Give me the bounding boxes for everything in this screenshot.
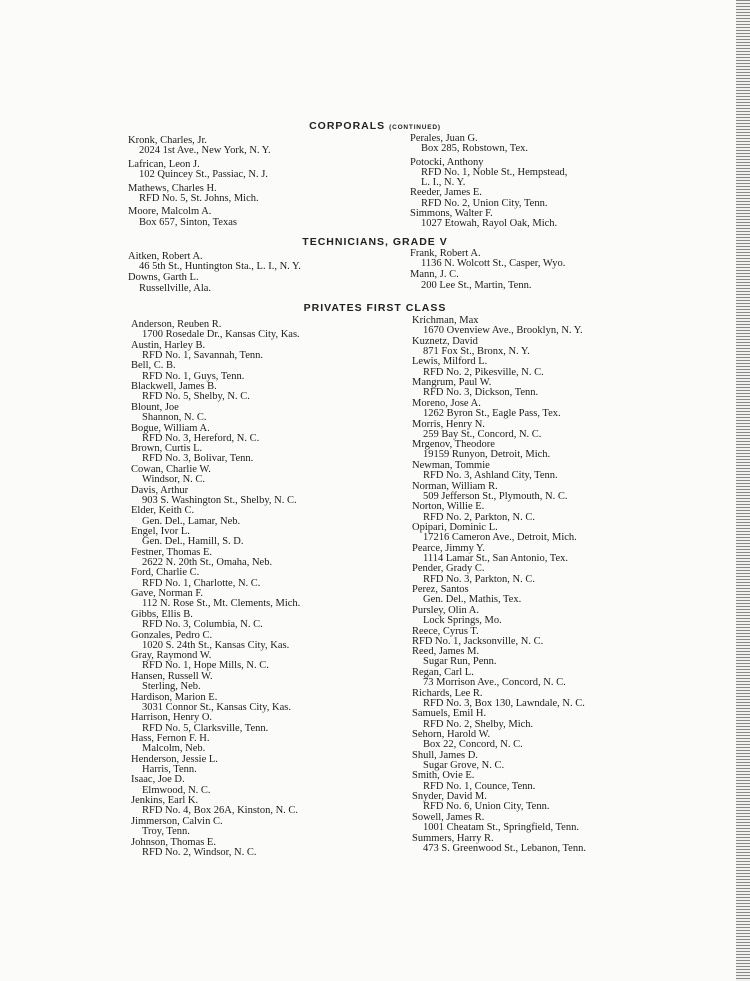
list-entry	[412, 461, 586, 481]
entry-name: Bell, C. B.	[131, 360, 176, 372]
entry-address: RFD No. 3, Parkton, N. C.	[423, 573, 536, 585]
entry-address: Box 285, Robstown, Tex.	[421, 143, 528, 155]
entry-name: Moreno, Jose A.	[412, 397, 481, 409]
section-heading-privates-first-class	[0, 302, 750, 314]
entry-name: Ford, Charlie C.	[131, 567, 200, 579]
entry-name: Sehorn, Harold W.	[412, 729, 491, 741]
technicians-left-column	[128, 252, 301, 295]
list-entry	[131, 631, 300, 651]
list-entry	[412, 502, 586, 522]
entry-address: 903 S. Washington St., Shelby, N. C.	[142, 494, 297, 506]
entry-address: Sugar Grove, N. C.	[423, 759, 505, 771]
list-entry	[410, 209, 567, 229]
entry-name: Sowell, James R.	[412, 811, 485, 823]
entry-name: Gave, Norman F.	[131, 588, 204, 600]
entry-name: Cowan, Charlie W.	[131, 463, 211, 475]
list-entry	[412, 792, 586, 812]
section-title: PRIVATES FIRST CLASS	[303, 302, 447, 314]
list-entry	[131, 651, 300, 671]
entry-name: Davis, Arthur	[131, 484, 189, 496]
entry-address: RFD No. 2, Shelby, Mich.	[423, 718, 534, 730]
entry-address: 3031 Connor St., Kansas City, Kas.	[142, 701, 291, 713]
entry-address: Russellville, Ala.	[139, 282, 212, 294]
entry-address: Box 657, Sinton, Texas	[139, 216, 237, 228]
list-entry	[131, 465, 300, 485]
list-entry	[128, 252, 301, 272]
list-entry	[131, 424, 300, 444]
entry-address: 473 S. Greenwood St., Lebanon, Tenn.	[423, 842, 586, 854]
entry-name: Reed, James M.	[412, 646, 480, 658]
entry-address: 1262 Byron St., Eagle Pass, Tex.	[423, 408, 561, 420]
entry-name: Henderson, Jessie L.	[131, 753, 218, 765]
privates-right-column	[412, 316, 586, 854]
entry-name: Mathews, Charles H.	[128, 182, 217, 194]
entry-address: Shannon, N. C.	[142, 412, 207, 424]
list-entry	[412, 647, 586, 667]
entry-address: RFD No. 2, Pikesville, N. C.	[423, 366, 544, 378]
list-entry	[131, 486, 300, 506]
list-entry	[131, 382, 300, 402]
entry-name: Lewis, Milford L.	[412, 356, 488, 368]
list-entry	[128, 184, 271, 204]
list-entry	[131, 548, 300, 568]
list-entry	[412, 813, 586, 833]
entry-address: RFD No. 5, St. Johns, Mich.	[139, 192, 259, 204]
entry-name: Blount, Joe	[131, 401, 179, 413]
entry-name: Reeder, James E.	[410, 187, 482, 199]
entry-name: Mann, J. C.	[410, 269, 459, 281]
entry-address: Troy, Tenn.	[142, 826, 190, 838]
list-entry	[410, 134, 567, 154]
entry-name: Kuznetz, David	[412, 335, 478, 347]
list-entry	[412, 399, 586, 419]
section-title: TECHNICIANS, GRADE V	[302, 236, 448, 248]
entry-address: 509 Jefferson St., Plymouth, N. C.	[423, 490, 568, 502]
list-entry	[412, 357, 586, 377]
entry-name: Gibbs, Ellis B.	[131, 608, 193, 620]
entry-address: RFD No. 1, Counce, Tenn.	[423, 780, 536, 792]
list-entry	[410, 270, 565, 290]
entry-address: Malcolm, Neb.	[142, 743, 206, 755]
entry-address: 46 5th St., Huntington Sta., L. I., N. Y.	[139, 261, 301, 273]
entry-name: Harrison, Henry O.	[131, 712, 213, 724]
list-entry	[128, 207, 271, 227]
entry-address: Gen. Del., Lamar, Neb.	[142, 515, 241, 527]
list-entry	[131, 713, 300, 733]
entry-address: 102 Quincey St., Passiac, N. J.	[139, 169, 268, 180]
entry-name: Mangrum, Paul W.	[412, 377, 492, 389]
entry-name: Gonzales, Pedro C.	[131, 629, 213, 641]
scan-edge-artifact	[736, 0, 750, 981]
list-entry	[412, 627, 586, 647]
entry-address-line2: L. I., N. Y.	[421, 177, 466, 189]
entry-address: 2622 N. 20th St., Omaha, Neb.	[142, 556, 273, 568]
list-entry	[410, 158, 567, 189]
list-entry	[131, 734, 300, 754]
list-entry	[412, 378, 586, 398]
entry-address: RFD No. 6, Union City, Tenn.	[423, 801, 550, 813]
list-entry	[412, 689, 586, 709]
list-entry	[412, 834, 586, 854]
entry-name: Samuels, Emil H.	[412, 708, 487, 720]
technicians-right-column	[410, 249, 565, 292]
entry-name: Anderson, Reuben R.	[131, 319, 222, 330]
list-entry	[131, 817, 300, 837]
entry-name: Blackwell, James B.	[131, 381, 217, 393]
list-entry	[412, 606, 586, 626]
section-title: CORPORALS	[309, 120, 386, 132]
section-subtitle: (CONTINUED)	[389, 124, 441, 131]
entry-address: Harris, Tenn.	[142, 763, 197, 775]
entry-address: 73 Morrison Ave., Concord, N. C.	[423, 677, 566, 689]
entry-name: Moore, Malcolm A.	[128, 206, 212, 218]
entry-name: Mrgenov, Theodore	[412, 439, 495, 451]
list-entry	[131, 403, 300, 423]
entry-name: Jenkins, Earl K.	[131, 795, 199, 807]
list-entry	[412, 730, 586, 750]
entry-address: RFD No. 2, Windsor, N. C.	[142, 846, 257, 858]
list-entry	[128, 273, 301, 293]
list-entry	[131, 506, 300, 526]
entry-address: Box 22, Concord, N. C.	[423, 739, 523, 751]
entry-address: RFD No. 2, Parkton, N. C.	[423, 511, 536, 523]
entry-address: 871 Fox St., Bronx, N. Y.	[423, 345, 530, 357]
entry-name: Aitken, Robert A.	[128, 251, 203, 262]
entry-name: Regan, Carl L.	[412, 666, 474, 678]
entry-name: Shull, James D.	[412, 749, 478, 761]
list-entry	[410, 188, 567, 208]
entry-address: RFD No. 1, Guys, Tenn.	[142, 370, 245, 382]
entry-name: Norman, William R.	[412, 480, 498, 492]
entry-name: Lafrican, Leon J.	[128, 158, 200, 170]
entry-address: Gen. Del., Mathis, Tex.	[423, 594, 522, 606]
entry-name: Pursley, Olin A.	[412, 604, 479, 616]
entry-address: 259 Bay St., Concord, N. C.	[423, 428, 542, 440]
list-entry	[412, 564, 586, 584]
list-entry	[131, 610, 300, 630]
list-entry	[412, 544, 586, 564]
entry-address: RFD No. 2, Union City, Tenn.	[421, 197, 548, 209]
entry-address: RFD No. 3, Box 130, Lawndale, N. C.	[423, 697, 585, 709]
entry-address: 200 Lee St., Martin, Tenn.	[421, 279, 532, 291]
entry-address: 1027 Etowah, Rayol Oak, Mich.	[421, 218, 558, 230]
list-entry	[412, 420, 586, 440]
entry-name: Elder, Keith C.	[131, 505, 195, 517]
entry-name: Simmons, Walter F.	[410, 207, 493, 219]
section-heading-corporals	[0, 120, 750, 132]
entry-address: RFD No. 3, Ashland City, Tenn.	[423, 470, 558, 482]
entry-name: Opipari, Dominic L.	[412, 522, 498, 534]
entry-address: Lock Springs, Mo.	[423, 615, 502, 627]
list-entry	[131, 796, 300, 816]
list-entry	[412, 440, 586, 460]
list-entry	[412, 482, 586, 502]
entry-name: Snyder, David M.	[412, 791, 487, 803]
privates-left-column	[131, 320, 300, 858]
entry-address: 1114 Lamar St., San Antonio, Tex.	[423, 552, 568, 564]
entry-name: Festner, Thomas E.	[131, 546, 213, 558]
entry-name: Pearce, Jimmy Y.	[412, 542, 485, 554]
entry-address: RFD No. 1, Savannah, Tenn.	[142, 349, 263, 361]
list-entry	[131, 693, 300, 713]
entry-address: RFD No. 4, Box 26A, Kinston, N. C.	[142, 805, 299, 817]
entry-name: Johnson, Thomas E.	[131, 836, 216, 848]
list-entry	[131, 527, 300, 547]
entry-address: RFD No. 1, Jacksonville, N. C.	[412, 635, 544, 647]
list-entry	[412, 709, 586, 729]
entry-name: Pender, Grady C.	[412, 563, 485, 575]
list-entry	[412, 337, 586, 357]
entry-name: Downs, Garth L.	[128, 272, 199, 284]
list-entry	[131, 672, 300, 692]
list-entry	[412, 523, 586, 543]
list-entry	[412, 668, 586, 688]
entry-name: Brown, Curtis L.	[131, 443, 203, 455]
list-entry	[131, 361, 300, 381]
entry-address: Elmwood, N. C.	[142, 784, 211, 796]
corporals-left-column	[128, 136, 271, 231]
entry-address: 1001 Cheatam St., Springfield, Tenn.	[423, 822, 579, 834]
entry-address: RFD No. 1, Hope Mills, N. C.	[142, 660, 269, 672]
list-entry	[412, 585, 586, 605]
list-entry	[131, 838, 300, 858]
entry-name: Norton, Willie E.	[412, 501, 485, 513]
list-entry	[131, 320, 300, 340]
entry-address: RFD No. 1, Noble St., Hempstead,	[421, 167, 568, 178]
entry-name: Engel, Ivor L.	[131, 526, 190, 538]
corporals-right-column	[410, 134, 567, 233]
entry-name: Hardison, Marion E.	[131, 691, 218, 703]
entry-address: Gen. Del., Hamill, S. D.	[142, 536, 244, 548]
entry-address: RFD No. 5, Clarksville, Tenn.	[142, 722, 269, 734]
list-entry	[131, 775, 300, 795]
entry-name: Austin, Harley B.	[131, 339, 206, 351]
entry-name: Isaac, Joe D.	[131, 774, 185, 786]
entry-address: RFD No. 5, Shelby, N. C.	[142, 391, 250, 403]
entry-address: Sugar Run, Penn.	[423, 656, 497, 668]
entry-name: Frank, Robert A.	[410, 248, 481, 259]
list-entry	[131, 589, 300, 609]
entry-name: Richards, Lee R.	[412, 687, 483, 699]
entry-address: 112 N. Rose St., Mt. Clements, Mich.	[142, 598, 301, 610]
entry-address: 1670 Ovenview Ave., Brooklyn, N. Y.	[423, 325, 583, 337]
list-entry	[412, 316, 586, 336]
list-entry	[412, 751, 586, 771]
entry-name: Perez, Santos	[412, 584, 469, 596]
list-entry	[131, 568, 300, 588]
list-entry	[131, 755, 300, 775]
entry-address: 17216 Cameron Ave., Detroit, Mich.	[423, 532, 577, 544]
list-entry	[131, 341, 300, 361]
list-entry	[131, 444, 300, 464]
entry-name: Perales, Juan G.	[410, 133, 478, 144]
entry-name: Hass, Fernon F. H.	[131, 733, 210, 745]
entry-address: 2024 1st Ave., New York, N. Y.	[139, 145, 271, 157]
entry-address: RFD No. 1, Charlotte, N. C.	[142, 577, 261, 589]
section-heading-technicians	[0, 236, 750, 248]
entry-address: Sterling, Neb.	[142, 681, 201, 693]
entry-address: RFD No. 3, Columbia, N. C.	[142, 619, 263, 631]
entry-name: Hansen, Russell W.	[131, 670, 213, 682]
list-entry	[128, 136, 271, 156]
entry-address: RFD No. 3, Bolivar, Tenn.	[142, 453, 254, 465]
entry-name: Reece, Cyrus T.	[412, 625, 479, 637]
entry-name: Bogue, William A.	[131, 422, 210, 434]
entry-name: Newman, Tommie	[412, 459, 490, 471]
entry-address: RFD No. 3, Hereford, N. C.	[142, 432, 260, 444]
entry-name: Morris, Henry N.	[412, 418, 485, 430]
entry-name: Smith, Ovie E.	[412, 770, 475, 782]
list-entry	[128, 160, 271, 180]
entry-name: Summers, Harry R.	[412, 832, 494, 844]
entry-address: 1136 N. Wolcott St., Casper, Wyo.	[421, 258, 566, 270]
entry-address: RFD No. 3, Dickson, Tenn.	[423, 387, 539, 399]
entry-name: Jimmerson, Calvin C.	[131, 815, 223, 827]
entry-name: Krichman, Max	[412, 315, 479, 326]
entry-name: Potocki, Anthony	[410, 156, 484, 168]
entry-address: Windsor, N. C.	[142, 474, 206, 486]
entry-address: 1700 Rosedale Dr., Kansas City, Kas.	[142, 329, 300, 341]
entry-address: 19159 Runyon, Detroit, Mich.	[423, 449, 551, 461]
entry-name: Gray, Raymond W.	[131, 650, 212, 662]
entry-address: 1020 S. 24th St., Kansas City, Kas.	[142, 639, 290, 651]
entry-name: Kronk, Charles, Jr.	[128, 135, 208, 146]
list-entry	[410, 249, 565, 269]
list-entry	[412, 771, 586, 791]
